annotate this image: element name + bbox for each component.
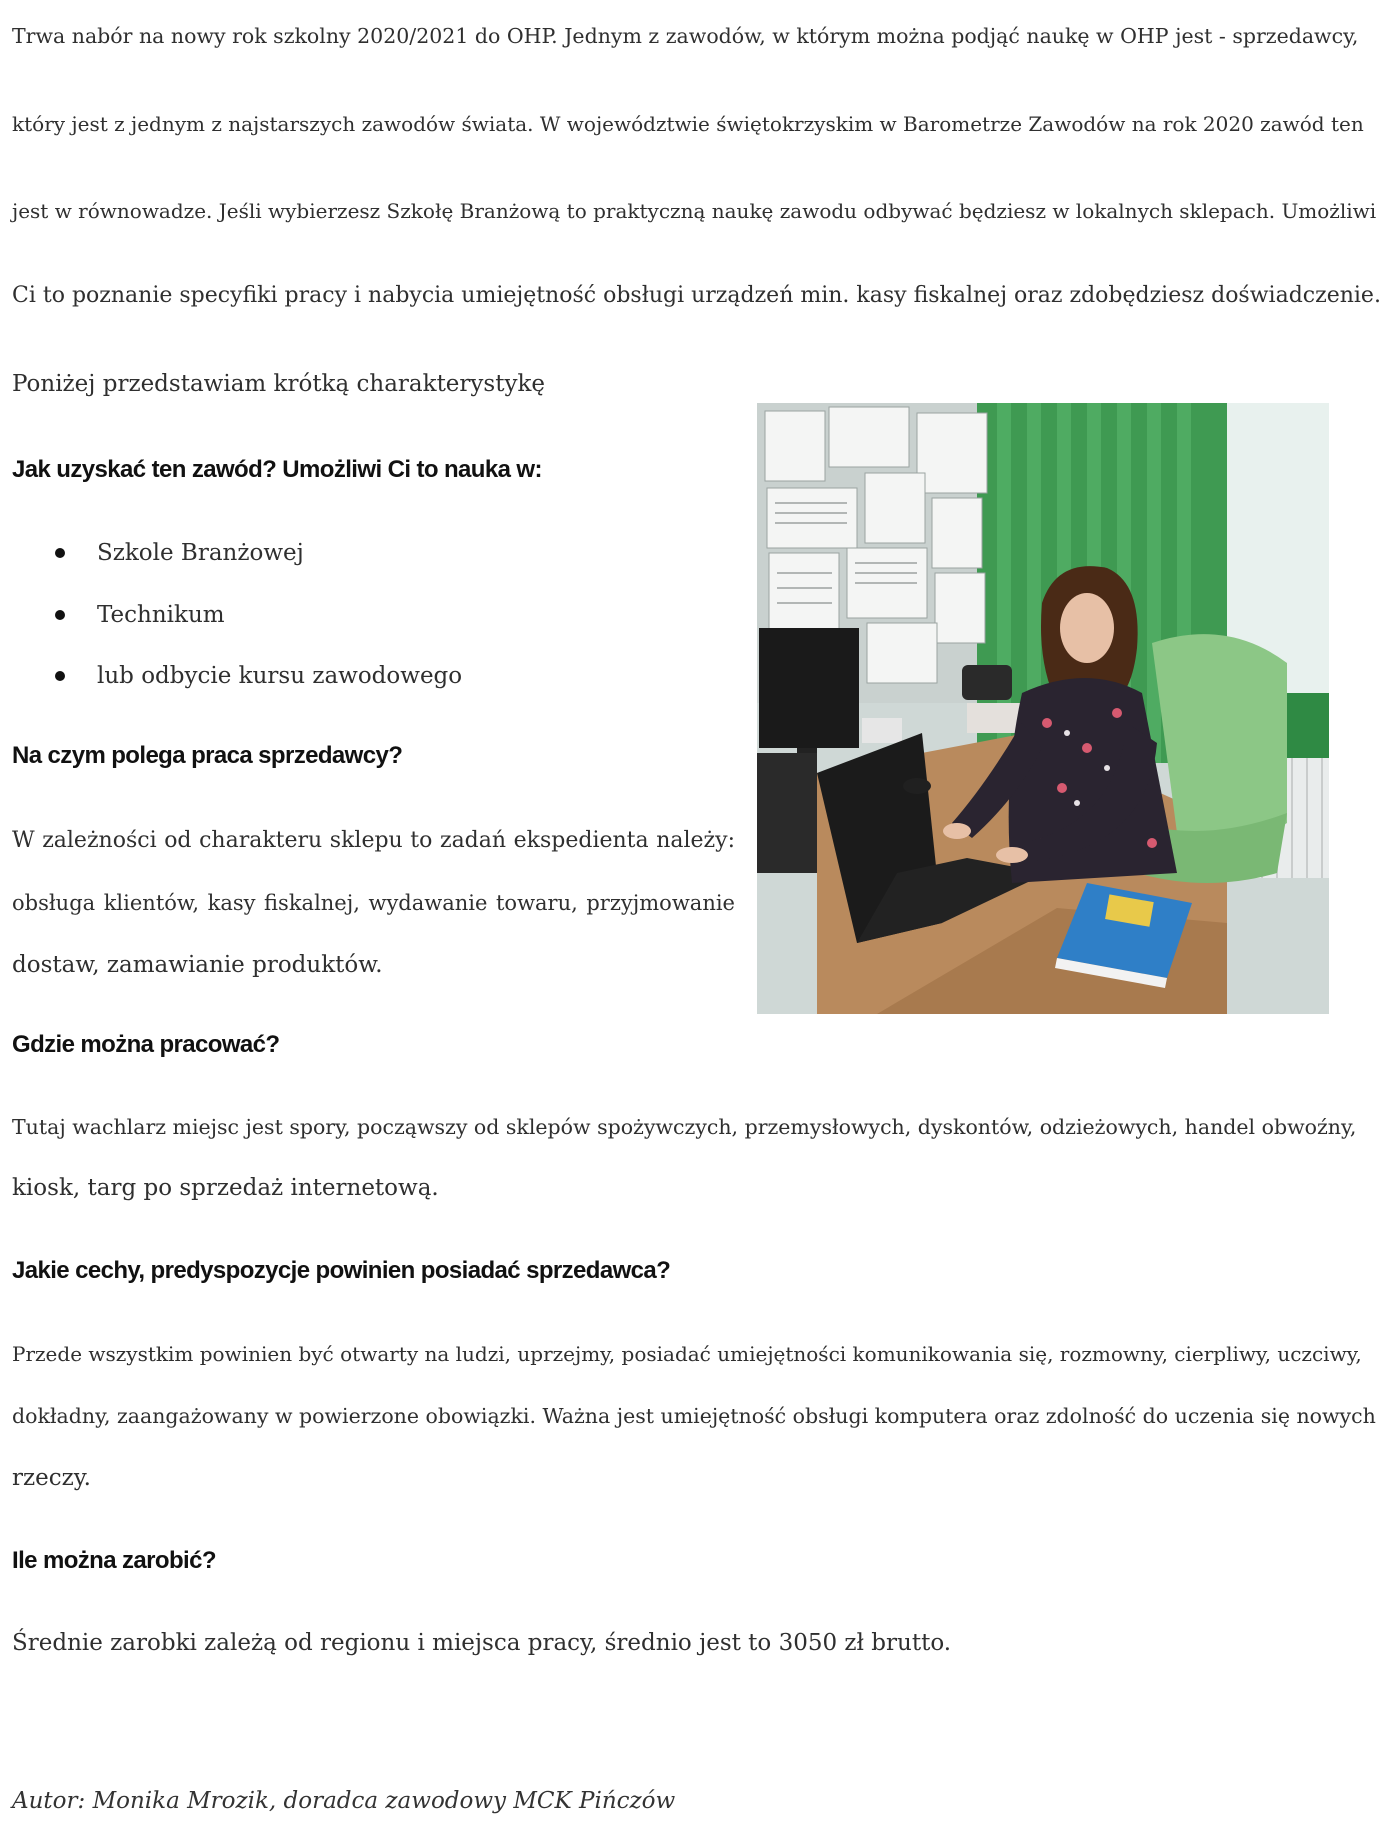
heading-how-to-obtain: Jak uzyskać ten zawód? Umożliwi Ci to nauka w: [12,456,542,483]
list-item-label: Technikum [97,602,225,628]
job-description-line-2: obsługa klientów, kasy fiskalnej, wydawanie towaru, przyjmowanie [12,891,735,915]
where-line-1: Tutaj wachlarz miejsc jest spory, począwszy od sklepów spożywczych, przemysłowych, dyskontów, odzieżowych, handel obwoźny, [12,1115,1357,1139]
heading-where-to-work: Gdzie można pracować? [12,1031,280,1058]
heading-salary: Ile można zarobić? [12,1547,216,1574]
traits-line-1: Przede wszystkim powinien być otwarty na ludzi, uprzejmy, posiadać umiejętności komunikowania się, rozmowny, cierpliwy, uczciwy, [12,1342,1362,1366]
list-item-label: Szkole Branżowej [97,540,304,566]
heading-job-description: Na czym polega praca sprzedawcy? [12,742,403,769]
heading-traits: Jakie cechy, predyspozycje powinien posiadać sprzedawca? [12,1257,671,1284]
author-signature: Autor: Monika Mrozik, doradca zawodowy MCK Pińczów [12,1788,676,1814]
intro-line-4: Ci to poznanie specyfiki pracy i nabycia umiejętność obsługi urządzeń min. kasy fiskalnej oraz zdobędziesz doświadczenie. [12,283,1381,308]
traits-line-3: rzeczy. [12,1465,91,1491]
job-description-line-1: W zależności od charakteru sklepu to zadań ekspedienta należy: [12,828,735,853]
office-photo [757,403,1329,1014]
where-line-2: kiosk, targ po sprzedaż internetową. [12,1175,439,1201]
intro-line-2: który jest z jednym z najstarszych zawodów świata. W województwie świętokrzyskim w Barometrze Zawodów na rok 2020 zawód ten [12,112,1364,136]
bullet-icon [55,610,65,620]
salary-text: Średnie zarobki zależą od regionu i miejsca pracy, średnio jest to 3050 zł brutto. [12,1630,952,1656]
bullet-icon [55,548,65,558]
intro-lead: Poniżej przedstawiam krótką charakterystykę [12,371,545,397]
bullet-icon [55,671,65,681]
list-item [55,600,225,630]
job-description-line-3: dostaw, zamawianie produktów. [12,952,383,978]
intro-line-1: Trwa nabór na nowy rok szkolny 2020/2021 do OHP. Jednym z zawodów, w którym można podjąć naukę w OHP jest - sprzedawcy, [12,24,1359,48]
list-item-label: lub odbycie kursu zawodowego [97,663,463,689]
list-item [55,661,462,691]
traits-line-2: dokładny, zaangażowany w powierzone obowiązki. Ważna jest umiejętność obsługi komputera oraz zdolność do uczenia się nowych [12,1404,1376,1428]
intro-line-3: jest w równowadze. Jeśli wybierzesz Szkołę Branżową to praktyczną naukę zawodu odbywać będziesz w lokalnych sklepach. Umożliwi [12,199,1377,223]
list-item [55,538,304,568]
